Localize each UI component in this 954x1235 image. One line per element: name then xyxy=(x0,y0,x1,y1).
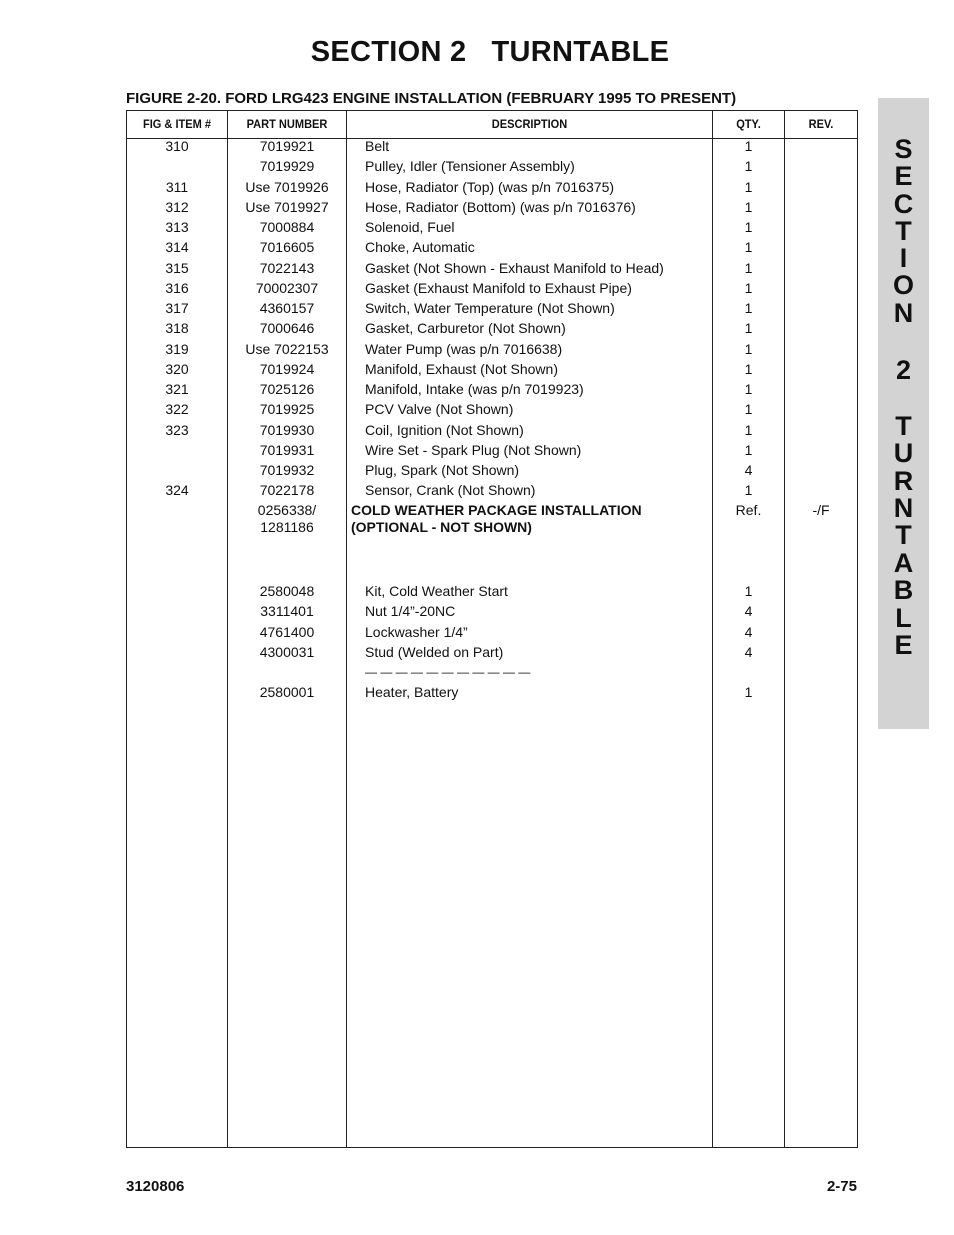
description: Nut 1/4”-20NC xyxy=(365,603,456,620)
section-title: SECTION 2 TURNTABLE xyxy=(310,36,670,68)
side-tab-letter: E xyxy=(894,630,913,660)
part-number: Use 7019926 xyxy=(245,178,329,195)
part-number: 4360157 xyxy=(259,300,315,316)
part-number: 7019925 xyxy=(259,401,315,418)
side-tab-letter: T xyxy=(895,520,912,550)
description-line: (OPTIONAL - NOT SHOWN) xyxy=(351,519,532,535)
header-description: DESCRIPTION xyxy=(491,117,568,131)
part-number: 7022143 xyxy=(259,259,315,276)
side-tab-letter: T xyxy=(895,216,912,246)
side-tab-letter: 2 xyxy=(895,355,912,385)
doc-number: 3120806 xyxy=(126,1178,185,1195)
quantity: 4 xyxy=(744,643,753,660)
part-line: 0256338/ xyxy=(257,502,317,518)
column-divider xyxy=(346,111,347,1147)
parts-table xyxy=(126,110,858,1148)
quantity: 1 xyxy=(744,401,753,418)
fig-item-number: 310 xyxy=(165,138,189,154)
description: Belt xyxy=(365,138,390,154)
part-number: 7000646 xyxy=(259,320,315,337)
quantity: 1 xyxy=(744,279,753,296)
quantity: 1 xyxy=(744,421,753,438)
quantity: 4 xyxy=(744,462,753,478)
quantity: 4 xyxy=(744,603,753,620)
table-header xyxy=(127,111,857,139)
fig-item-number: 319 xyxy=(165,340,189,357)
header-rev: REV. xyxy=(808,117,834,131)
header-qty: QTY. xyxy=(736,117,761,131)
fig-item-number: 322 xyxy=(165,401,189,418)
quantity: 1 xyxy=(744,684,753,700)
quantity: 1 xyxy=(744,482,753,499)
description: Coil, Ignition (Not Shown) xyxy=(365,421,524,438)
cold-weather-qty: Ref. xyxy=(735,502,762,518)
description: Gasket (Not Shown - Exhaust Manifold to Head) xyxy=(365,259,664,276)
description-line: COLD WEATHER PACKAGE INSTALLATION xyxy=(351,502,642,518)
part-number: 7025126 xyxy=(259,381,315,397)
description: Hose, Radiator (Bottom) (was p/n 7016376) xyxy=(365,198,636,215)
side-tab-letter: R xyxy=(893,466,914,496)
side-tab-letter: O xyxy=(892,270,914,300)
quantity: 1 xyxy=(744,239,753,256)
side-tab-letter: E xyxy=(894,161,913,191)
fig-item-number: 316 xyxy=(165,279,189,296)
cold-weather-description xyxy=(351,502,696,536)
side-tab-letter: N xyxy=(893,493,914,523)
fig-item-number: 312 xyxy=(165,198,189,215)
description: Solenoid, Fuel xyxy=(365,219,455,235)
quantity: 1 xyxy=(744,178,753,195)
header-part-number: PART NUMBER xyxy=(246,117,328,131)
part-number: 2580001 xyxy=(259,684,315,700)
fig-item-number: 318 xyxy=(165,320,189,337)
quantity: 1 xyxy=(744,158,753,175)
description: Pulley, Idler (Tensioner Assembly) xyxy=(365,158,575,175)
quantity: 1 xyxy=(744,360,753,377)
description: Switch, Water Temperature (Not Shown) xyxy=(365,300,615,316)
side-tab-letter: N xyxy=(893,298,914,328)
description: Manifold, Intake (was p/n 7019923) xyxy=(365,381,584,397)
description: Heater, Battery xyxy=(365,684,459,700)
part-number: 7019932 xyxy=(259,462,315,478)
fig-item-number: 311 xyxy=(165,178,189,195)
side-tab-letter: T xyxy=(895,411,912,441)
quantity: 1 xyxy=(744,300,753,316)
quantity: 1 xyxy=(744,340,753,357)
description: Manifold, Exhaust (Not Shown) xyxy=(365,360,558,377)
description: PCV Valve (Not Shown) xyxy=(365,401,514,418)
part-number: 7019924 xyxy=(259,360,315,377)
side-tab-letter: I xyxy=(899,243,908,273)
part-number: 7019930 xyxy=(259,421,315,438)
description: Lockwasher 1/4” xyxy=(365,623,468,640)
fig-item-number: 324 xyxy=(165,482,189,499)
part-number: 3311401 xyxy=(260,603,314,620)
part-number: 70002307 xyxy=(255,279,319,296)
cold-weather-rev: -/F xyxy=(812,502,830,518)
part-number: 4761400 xyxy=(259,623,315,640)
fig-item-number: 321 xyxy=(165,381,189,397)
section-side-tab xyxy=(878,98,929,729)
fig-item-number: 320 xyxy=(165,360,189,377)
part-number: 2580048 xyxy=(259,583,315,599)
part-number: 7019921 xyxy=(259,138,315,154)
quantity: 1 xyxy=(744,138,753,154)
part-number: Use 7022153 xyxy=(245,340,329,357)
page-number: 2-75 xyxy=(826,1178,857,1195)
side-tab-letter: B xyxy=(893,575,914,605)
quantity: 1 xyxy=(744,219,753,235)
part-number: 7019931 xyxy=(259,441,315,458)
side-tab-letter: L xyxy=(895,603,912,633)
description: Wire Set - Spark Plug (Not Shown) xyxy=(365,441,582,458)
part-number: 4300031 xyxy=(259,643,315,660)
fig-item-number: 313 xyxy=(165,219,189,235)
quantity: 1 xyxy=(744,381,753,397)
fig-item-number: 314 xyxy=(165,239,189,256)
fig-item-number: 323 xyxy=(165,421,189,438)
part-number: 7022178 xyxy=(259,482,315,499)
quantity: 4 xyxy=(744,623,753,640)
part-number: 7016605 xyxy=(259,239,315,256)
description: Choke, Automatic xyxy=(365,239,475,256)
quantity: 1 xyxy=(744,198,753,215)
quantity: 1 xyxy=(744,320,753,337)
fig-item-number: 315 xyxy=(165,259,189,276)
description: Plug, Spark (Not Shown) xyxy=(365,462,520,478)
part-number: 7000884 xyxy=(259,219,315,235)
figure-title: FIGURE 2-20. FORD LRG423 ENGINE INSTALLATION (FEBRUARY 1995 TO PRESENT) xyxy=(126,90,737,107)
quantity: 1 xyxy=(744,259,753,276)
column-divider xyxy=(784,111,785,1147)
description: Stud (Welded on Part) xyxy=(365,643,504,660)
separator-line: — — — — — — — — — — — xyxy=(365,665,531,679)
quantity: 1 xyxy=(744,441,753,458)
cold-weather-part-number xyxy=(228,502,346,536)
side-tab-letter: C xyxy=(893,189,914,219)
side-tab-letter: S xyxy=(894,134,913,164)
description: Hose, Radiator (Top) (was p/n 7016375) xyxy=(365,178,615,195)
description: Sensor, Crank (Not Shown) xyxy=(365,482,536,499)
quantity: 1 xyxy=(744,583,753,599)
part-line: 1281186 xyxy=(260,519,314,535)
header-fig-item: FIG & ITEM # xyxy=(142,117,212,131)
description: Gasket, Carburetor (Not Shown) xyxy=(365,320,566,337)
side-tab-letter: U xyxy=(893,438,914,468)
description: Gasket (Exhaust Manifold to Exhaust Pipe) xyxy=(365,279,632,296)
description: Kit, Cold Weather Start xyxy=(365,583,508,599)
part-number: 7019929 xyxy=(259,158,315,175)
side-tab-letter: A xyxy=(893,548,914,578)
description: Water Pump (was p/n 7016638) xyxy=(365,340,563,357)
part-number: Use 7019927 xyxy=(245,198,329,215)
fig-item-number: 317 xyxy=(165,300,189,316)
